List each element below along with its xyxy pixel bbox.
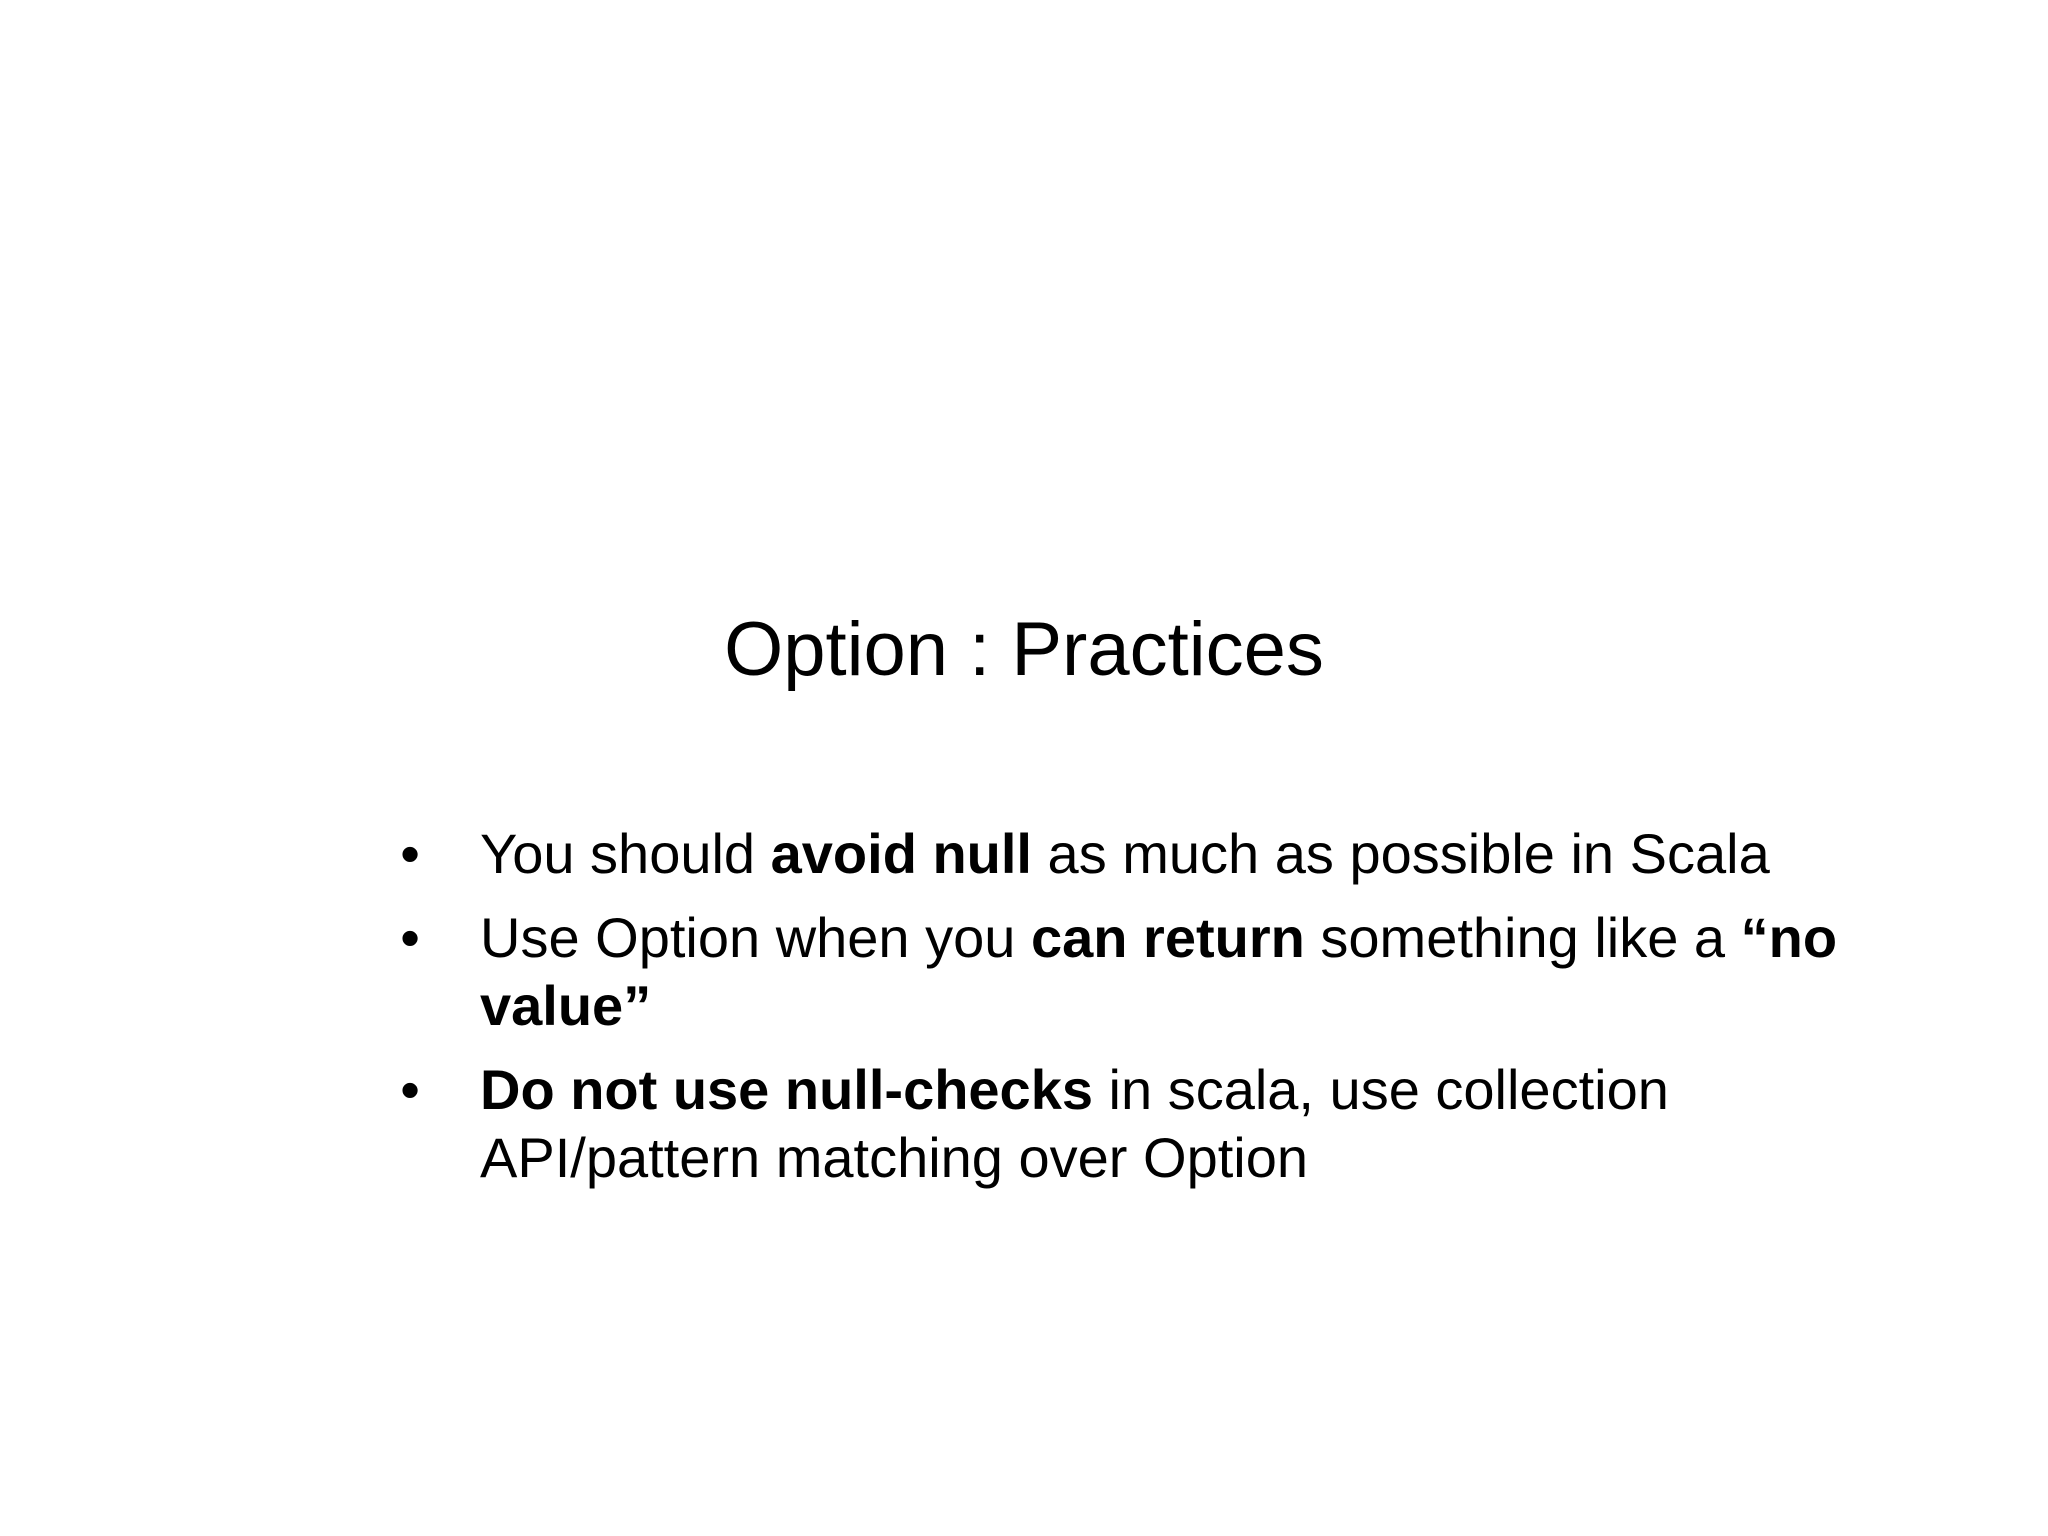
bullet-text-segment-bold: avoid null: [770, 822, 1032, 885]
bullet-text-segment: something like a: [1304, 906, 1741, 969]
bullet-item: [390, 1056, 1910, 1192]
bullet-marker: •: [400, 1058, 420, 1121]
bullet-item: [390, 820, 1910, 888]
bullet-text-segment-bold: can return: [1030, 906, 1305, 969]
bullet-text-segment-bold: “no value”: [480, 906, 1838, 1037]
bullet-marker: •: [400, 906, 420, 969]
bullet-text-segment: in scala, use collection API/pattern matching over Option: [480, 1058, 1669, 1189]
bullet-text-segment: Use Option when you: [480, 906, 1031, 969]
bullet-marker: •: [400, 822, 420, 885]
slide-title: Option : Practices: [724, 607, 1324, 692]
bullet-text-segment: as much as possible in Scala: [1032, 822, 1770, 885]
bullet-item: [390, 904, 1910, 1040]
bullet-text-segment-bold: Do not use null-checks: [480, 1058, 1093, 1121]
bullet-text-segment: You should: [480, 822, 771, 885]
bullet-list: [390, 820, 1910, 1208]
